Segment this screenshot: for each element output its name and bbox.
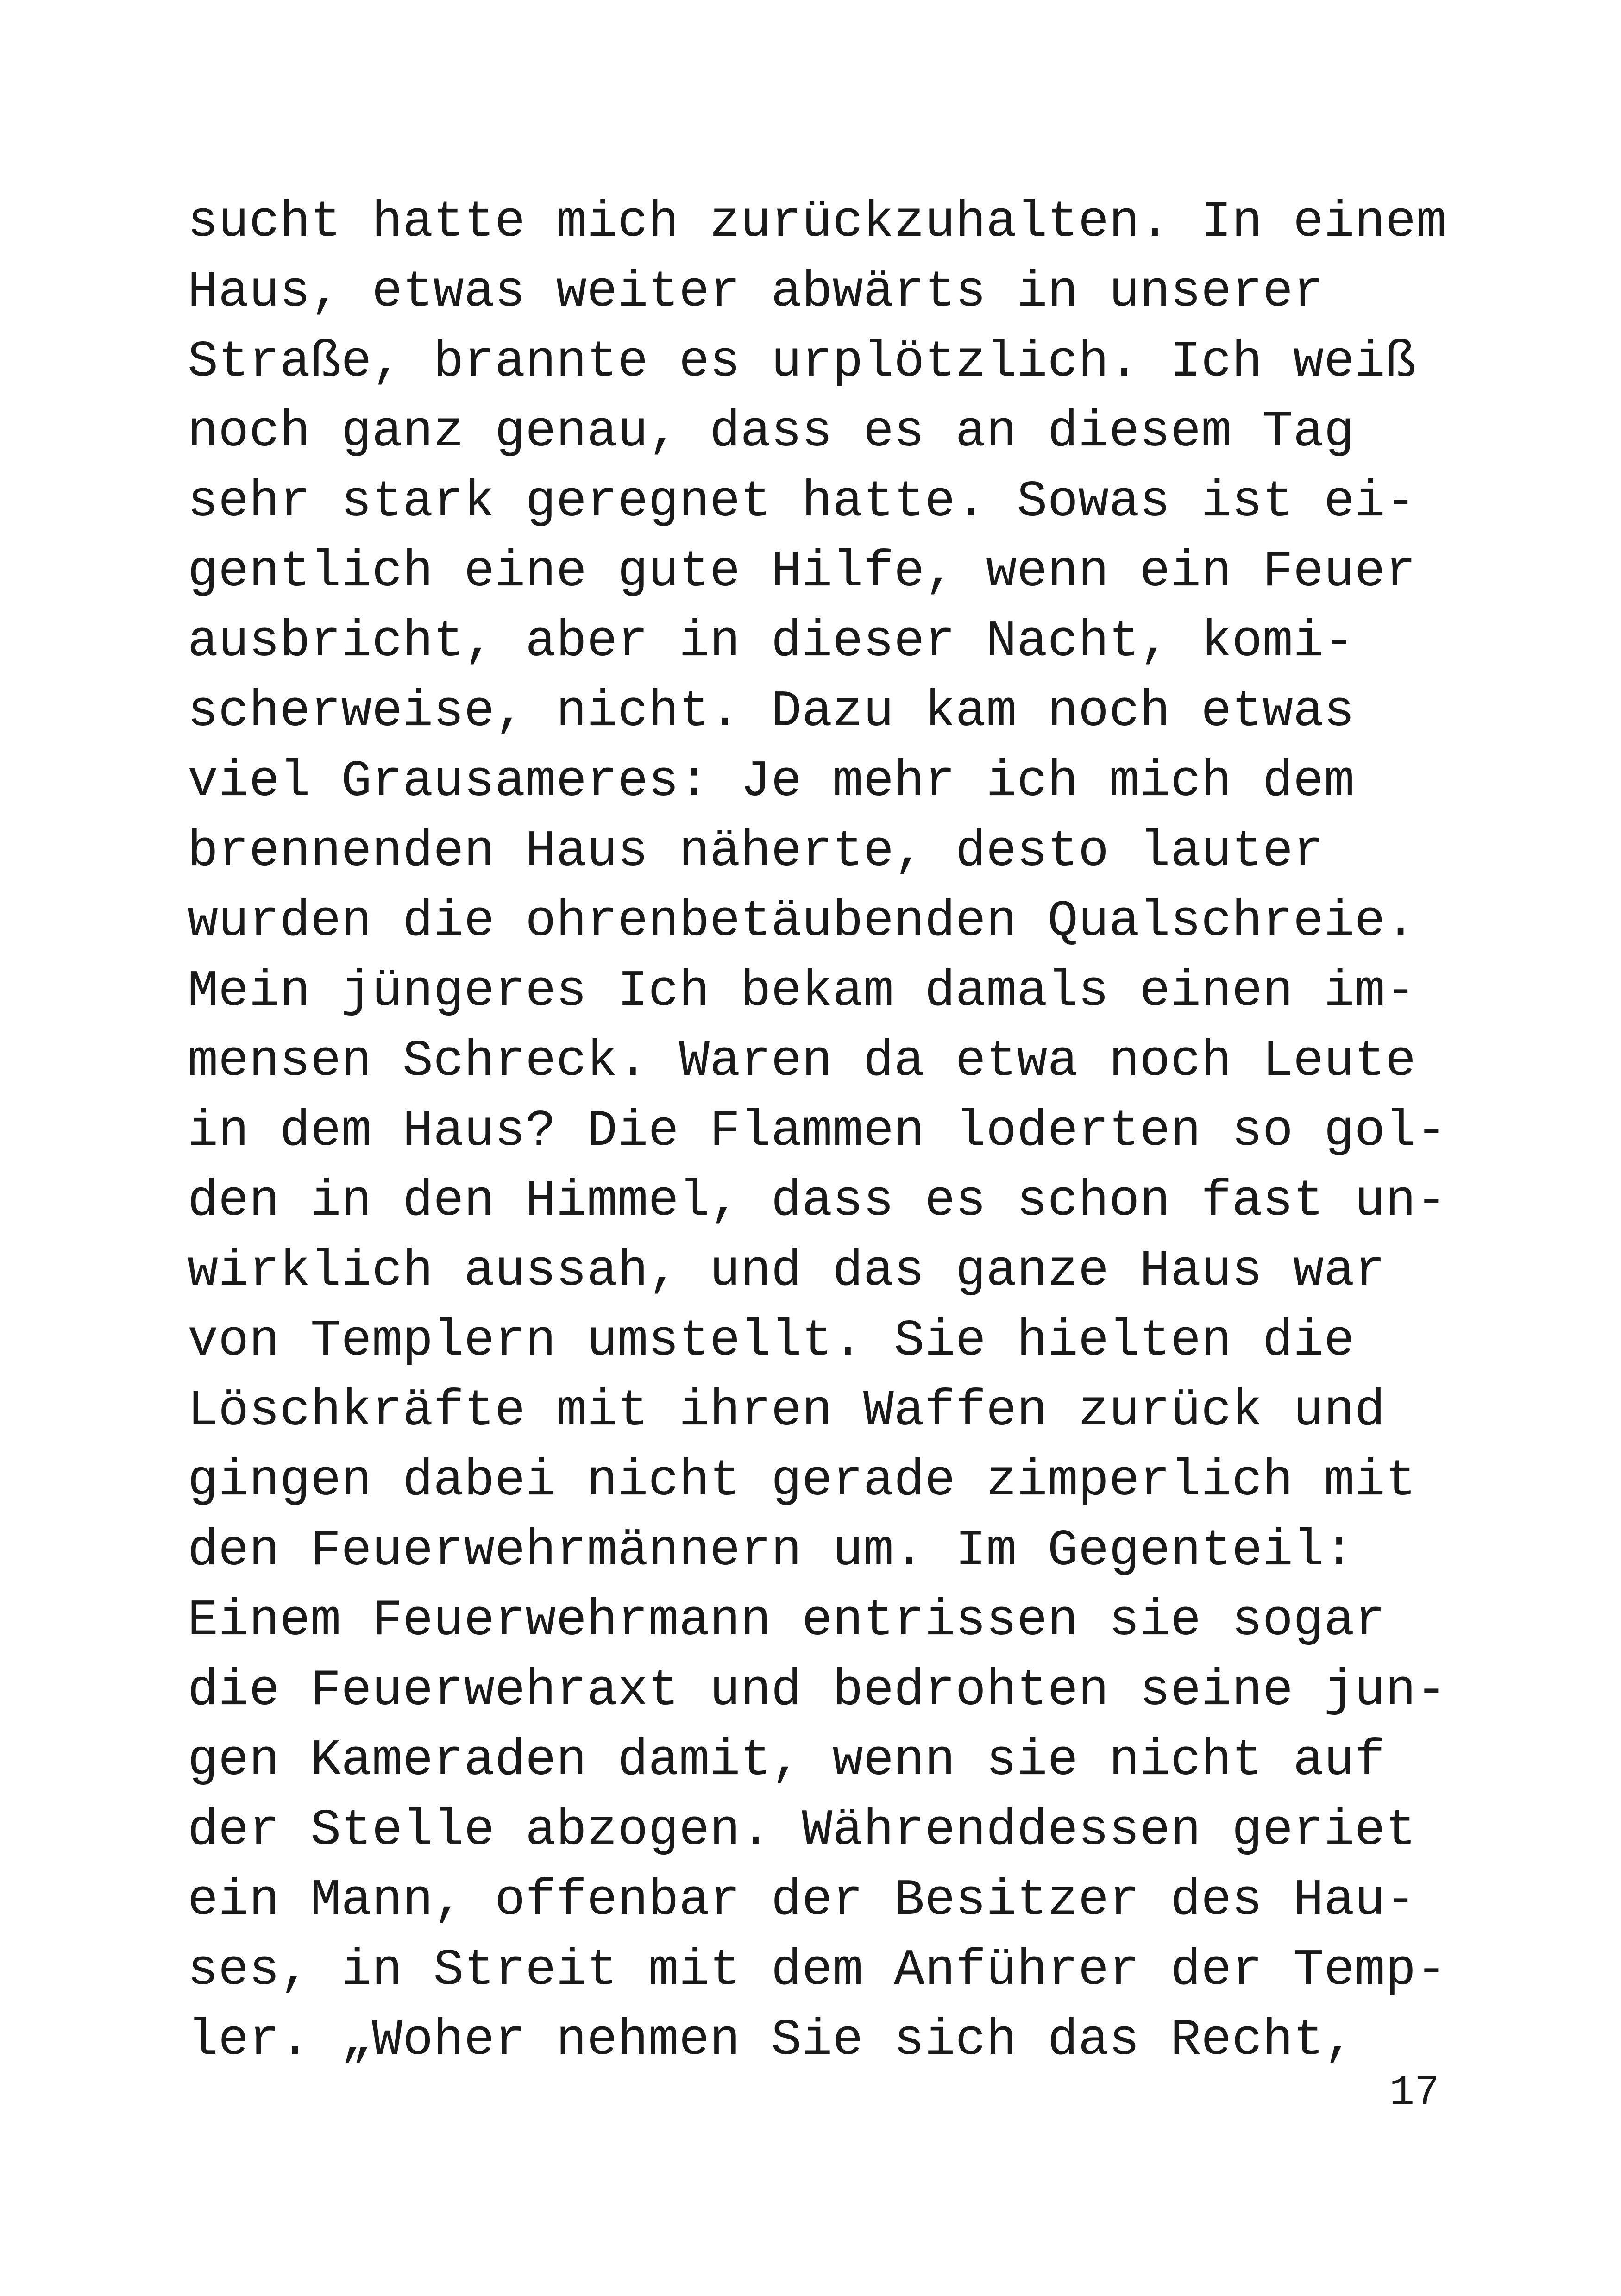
text-line-5: sehr stark geregnet hatte. Sowas ist ei- xyxy=(188,473,1416,531)
text-line-20: den Feuerwehrmännern um. Im Gegenteil: xyxy=(188,1522,1355,1580)
text-line-15: den in den Himmel, dass es schon fast un- xyxy=(188,1173,1447,1230)
text-line-25: ein Mann, offenbar der Besitzer des Hau- xyxy=(188,1872,1416,1930)
text-line-2: Haus, etwas weiter abwärts in unserer xyxy=(188,263,1324,321)
text-line-8: scherweise, nicht. Dazu kam noch etwas xyxy=(188,683,1355,741)
text-line-14: in dem Haus? Die Flammen loderten so gol- xyxy=(188,1103,1447,1161)
text-line-7: ausbricht, aber in dieser Nacht, komi- xyxy=(188,613,1355,671)
text-line-11: wurden die ohrenbetäubenden Qualschreie. xyxy=(188,893,1416,951)
text-line-27: ler. „Woher nehmen Sie sich das Recht, xyxy=(188,2012,1355,2070)
text-line-24: der Stelle abzogen. Währenddessen geriet xyxy=(188,1802,1416,1860)
text-line-4: noch ganz genau, dass es an diesem Tag xyxy=(188,403,1355,461)
text-line-21: Einem Feuerwehrmann entrissen sie sogar xyxy=(188,1592,1386,1650)
text-line-23: gen Kameraden damit, wenn sie nicht auf xyxy=(188,1732,1386,1790)
text-line-9: viel Grausameres: Je mehr ich mich dem xyxy=(188,753,1355,811)
text-line-13: mensen Schreck. Waren da etwa noch Leute xyxy=(188,1033,1416,1091)
text-line-22: die Feuerwehraxt und bedrohten seine jun- xyxy=(188,1662,1447,1720)
text-line-26: ses, in Streit mit dem Anführer der Temp- xyxy=(188,1942,1447,2000)
text-line-10: brennenden Haus näherte, desto lauter xyxy=(188,823,1324,881)
text-line-12: Mein jüngeres Ich bekam damals einen im- xyxy=(188,963,1416,1021)
text-line-3: Straße, brannte es urplötzlich. Ich weiß xyxy=(188,333,1416,391)
text-line-18: Löschkräfte mit ihren Waffen zurück und xyxy=(188,1382,1386,1440)
text-line-17: von Templern umstellt. Sie hielten die xyxy=(188,1312,1355,1370)
page-number: 17 xyxy=(1389,2070,1439,2117)
body-text xyxy=(188,188,1484,2076)
text-line-1: sucht hatte mich zurückzuhalten. In einem xyxy=(188,194,1447,251)
text-line-16: wirklich aussah, und das ganze Haus war xyxy=(188,1242,1386,1300)
text-line-19: gingen dabei nicht gerade zimperlich mit xyxy=(188,1452,1416,1510)
text-line-6: gentlich eine gute Hilfe, wenn ein Feuer xyxy=(188,543,1416,601)
